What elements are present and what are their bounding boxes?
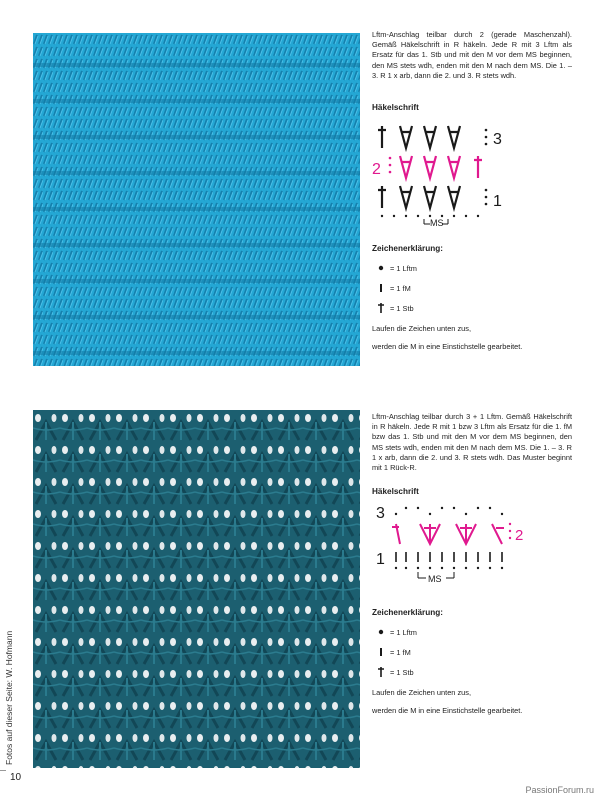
pattern-1-note-line-2: werden die M in eine Einstichstelle gearbeitet. (372, 342, 523, 352)
pattern-1-note-line-1: Laufen die Zeichen unten zus, (372, 324, 472, 334)
legend-2-chain (374, 627, 572, 637)
turquoise-stitch-texture (33, 33, 360, 366)
chart-1-foundation-chain (381, 215, 479, 217)
legend-2-single-crochet-text: = 1 fM (390, 647, 411, 657)
double-crochet-icon (374, 666, 388, 678)
pattern-1-intro: Lftm-Anschlag teilbar durch 2 (gerade Maschenzahl). Gemäß Häkelschrift in R häkeln. Jede R mit 3 Lftm als Ersatz für das 1. Stb und mit den M vor dem MS beginnen, den MS stets wdh, enden mit den M nach dem MS. Die 1. – 3. R 1 x arb, dann die 2. und 3. R stets wdh. (372, 30, 572, 80)
pattern-2-instructions (372, 412, 572, 717)
legend-1-double-crochet (374, 303, 572, 313)
chart-2-row-2-chains (509, 523, 511, 539)
pattern-2-note-line-2: werden die M in eine Einstichstelle gearbeitet. (372, 706, 523, 716)
swatch-photo-2 (33, 410, 360, 768)
chart-2-row-label-2: 2 (515, 527, 524, 545)
chart-2-row-label-1: 1 (376, 551, 385, 569)
chart-1-row-1 (378, 186, 460, 208)
chart-1-row-1-chains (485, 189, 488, 206)
chart-1-row-3-chains (485, 129, 488, 146)
page-number: 10 (10, 772, 22, 783)
chart-2-row-label-3: 3 (376, 505, 385, 523)
pattern-2-chart-heading: Häkelschrift (372, 487, 419, 497)
double-crochet-icon (374, 302, 388, 314)
legend-2-double-crochet-text: = 1 Stb (390, 667, 414, 677)
site-watermark: PassionForum.ru (525, 785, 594, 795)
legend-1-chain-text: = 1 Lftm (390, 263, 417, 273)
pattern-1-legend-heading: Zeichenerklärung: (372, 244, 443, 254)
chart-1-row-2 (400, 156, 482, 178)
chart-1-row-label-3: 3 (493, 131, 502, 149)
chart-1-repeat-label: MS (430, 218, 444, 229)
swatch-photo-1 (33, 33, 360, 366)
pattern-2-intro: Lftm-Anschlag teilbar durch 3 + 1 Lftm. Gemäß Häkelschrift in R häkeln. Jede R mit 1 bzw 3 Lftm als Ersatz für die 1. fM bzw das 1. Stb und mit den M vor dem MS beginnen, den MS stets wdh, enden mit den M nach dem MS. Die 1. – 3. R 1 x arb, dann die 2. und 3. R stets wdh. Das Muster beginnt mit 1 Rück-R. (372, 412, 572, 473)
legend-2-double-crochet (374, 667, 572, 677)
chart-2-row-3-chains (395, 507, 503, 515)
pattern-1-instructions (372, 30, 572, 353)
pattern-1-crochet-chart (372, 118, 512, 228)
chart-2-foundation-chain (395, 567, 503, 569)
chart-2-row-2 (392, 524, 504, 544)
chart-2-row-1 (396, 552, 502, 562)
chart-1-row-2-chains (389, 157, 392, 174)
chart-1-row-label-1: 1 (493, 193, 502, 211)
photo-credit: Fotos auf dieser Seite: W. Hofmann (4, 630, 14, 765)
single-crochet-icon (374, 283, 388, 293)
chart-2-repeat-label: MS (428, 574, 442, 585)
chart-1-row-label-2: 2 (372, 161, 381, 179)
single-crochet-icon (374, 647, 388, 657)
legend-2-chain-text: = 1 Lftm (390, 627, 417, 637)
legend-1-chain (374, 263, 572, 273)
legend-1-double-crochet-text: = 1 Stb (390, 303, 414, 313)
chart-1-row-3 (378, 126, 460, 148)
teal-lace-texture (33, 410, 360, 768)
chain-dot-icon (374, 265, 388, 271)
pattern-2-crochet-chart (372, 502, 542, 594)
legend-1-single-crochet (374, 283, 572, 293)
page-edge-tick (0, 770, 6, 771)
legend-2-single-crochet (374, 647, 572, 657)
legend-1-single-crochet-text: = 1 fM (390, 283, 411, 293)
pattern-2-note-line-1: Laufen die Zeichen unten zus, (372, 688, 472, 698)
pattern-2-legend-heading: Zeichenerklärung: (372, 608, 443, 618)
chain-dot-icon (374, 629, 388, 635)
pattern-1-chart-heading: Häkelschrift (372, 103, 419, 113)
